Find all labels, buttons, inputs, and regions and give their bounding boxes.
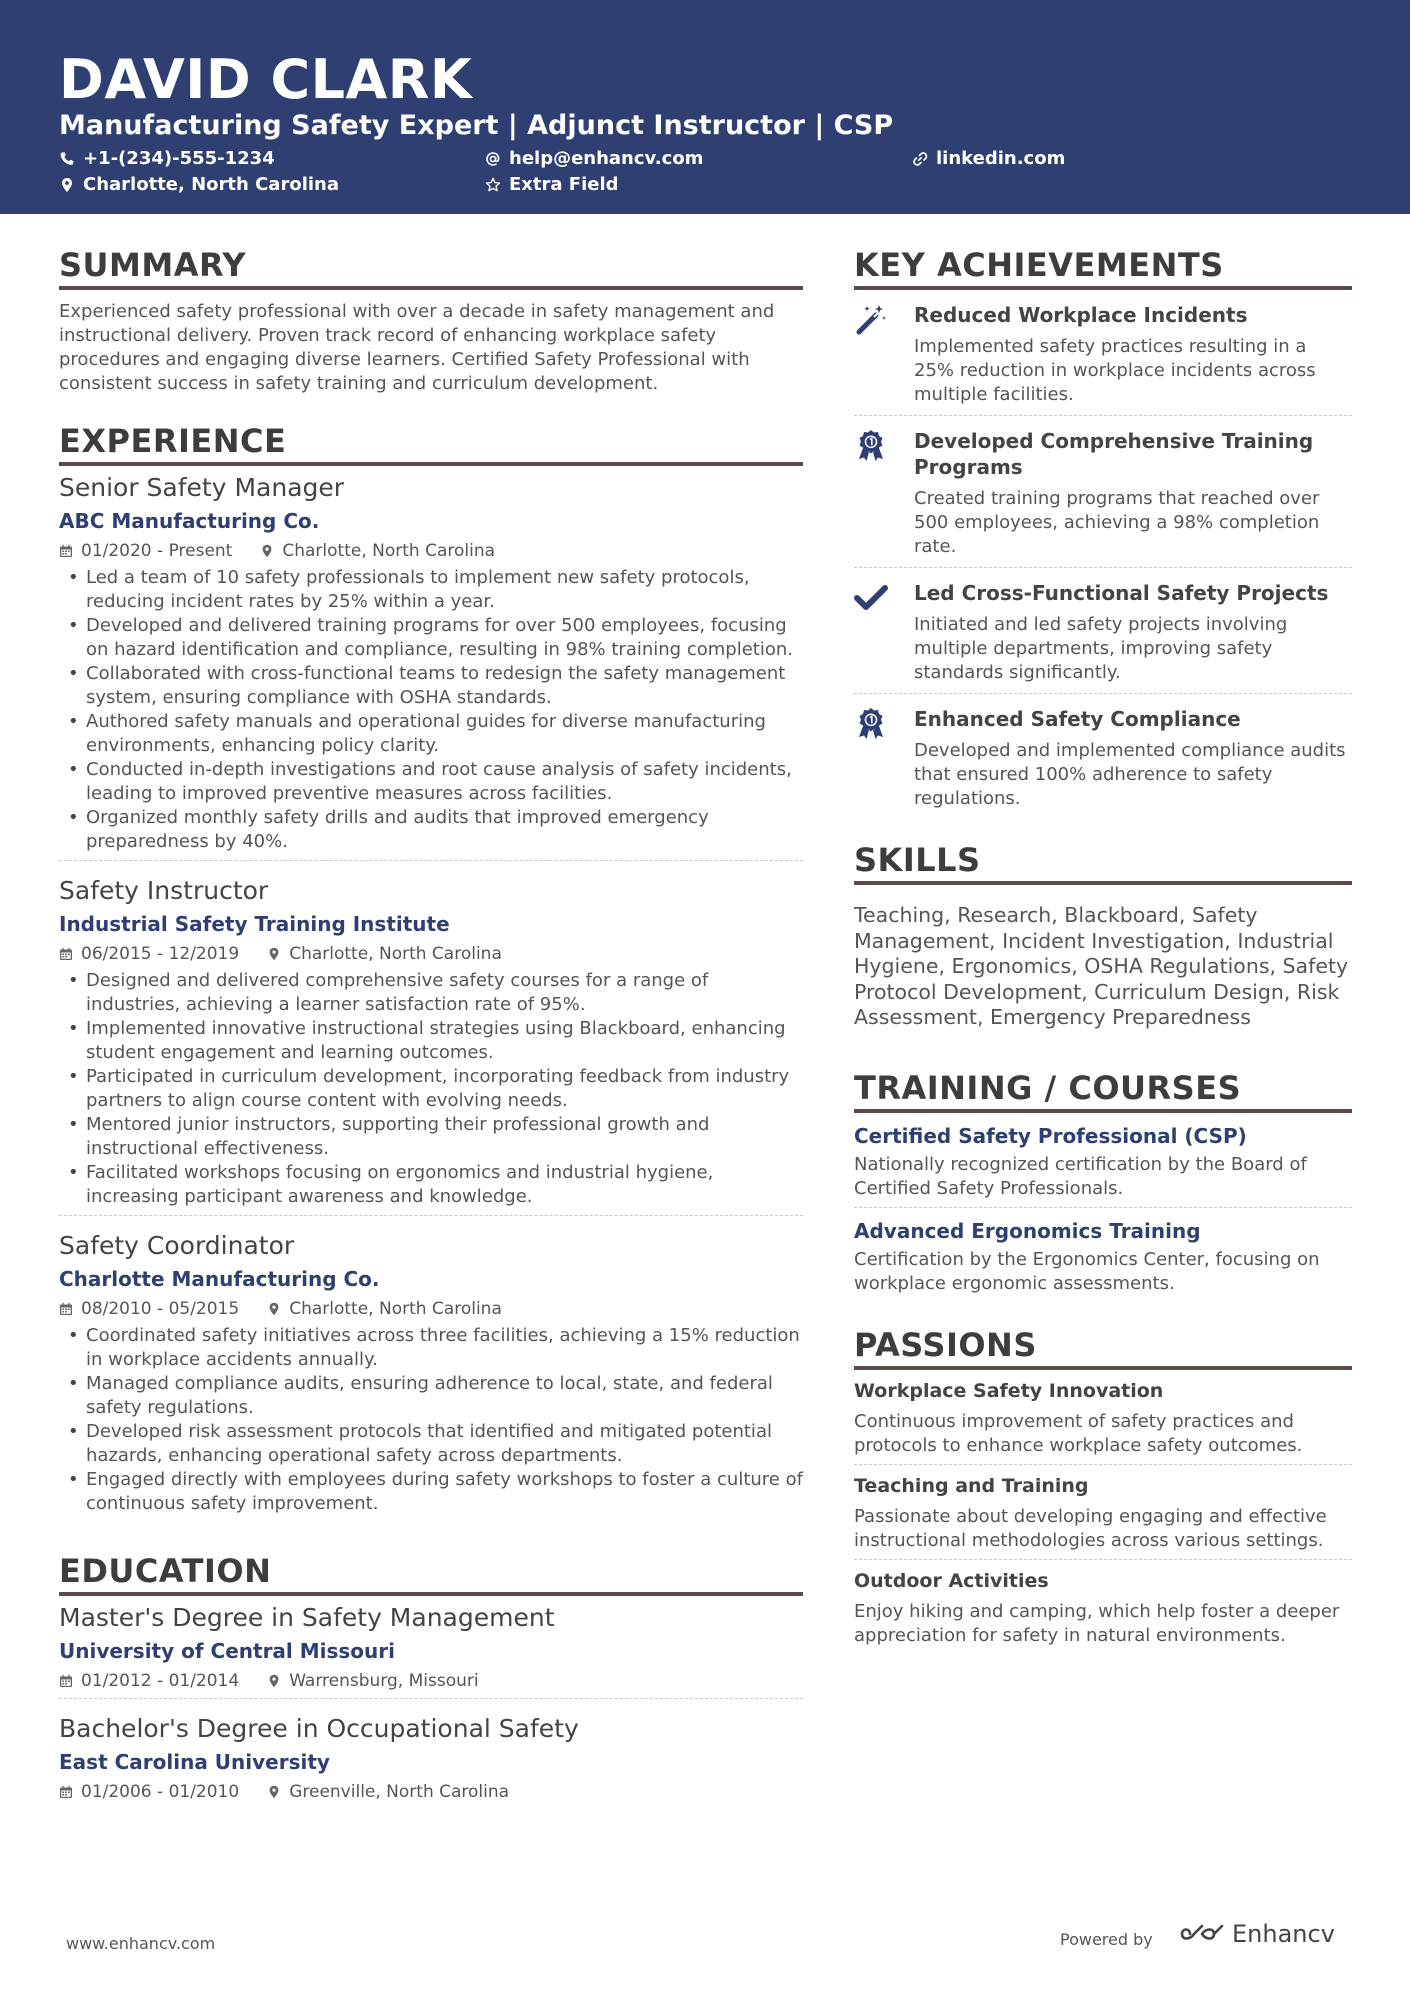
course-list (854, 1113, 1352, 1302)
location-text: Charlotte, North Carolina (282, 541, 496, 561)
candidate-headline: Manufacturing Safety Expert | Adjunct Instructor | CSP (59, 110, 894, 141)
degree-title: Master's Degree in Safety Management (59, 1603, 555, 1632)
section-title: SKILLS (854, 841, 1352, 885)
brand-logo[interactable] (1180, 1920, 1335, 1948)
job-list (59, 472, 803, 1522)
section-title: TRAINING / COURSES (854, 1069, 1352, 1113)
achievement-title: Led Cross-Functional Safety Projects (914, 581, 1329, 605)
section-title: KEY ACHIEVEMENTS (854, 246, 1352, 290)
education-list (59, 1602, 803, 1809)
passion-desc: Enjoy hiking and camping, which help foster a deeper appreciation for safety in natural environments. (854, 1600, 1340, 1646)
course-title: Certified Safety Professional (CSP) (854, 1123, 1247, 1148)
achievement-item (854, 416, 1352, 568)
achievement-desc: Developed and implemented compliance audits that ensured 100% adherence to safety regulations. (914, 740, 1346, 809)
email-text: help@enhancv.com (509, 148, 704, 169)
achievement-item (854, 290, 1352, 416)
resume-header (0, 0, 1410, 214)
job-title: Senior Safety Manager (59, 473, 345, 502)
passions-section (854, 1326, 1352, 1654)
at-icon (485, 151, 501, 167)
bullet-item: • Designed and delivered comprehensive safety courses for a range of industries, achieving a learner satisfaction rate of 95%. (59, 969, 803, 1017)
company-name: Charlotte Manufacturing Co. (59, 1267, 380, 1291)
passion-title: Outdoor Activities (854, 1569, 1049, 1592)
section-title: EXPERIENCE (59, 422, 803, 466)
passion-desc: Passionate about developing engaging and effective instructional methodologies across various settings. (854, 1505, 1327, 1551)
achievement-body (914, 580, 1352, 685)
calendar-icon (59, 1785, 73, 1799)
link-icon (912, 151, 928, 167)
course-desc: Certification by the Ergonomics Center, focusing on workplace ergonomic assessments. (854, 1248, 1320, 1294)
award-ribbon-icon (854, 428, 888, 462)
achievement-title: Developed Comprehensive Training Programs (914, 429, 1314, 479)
bullet-item: • Mentored junior instructors, supporting their professional growth and instructional effectiveness. (59, 1113, 803, 1161)
bullet-item: • Participated in curriculum development, incorporating feedback from industry partners to align course content with evolving needs. (59, 1065, 803, 1113)
calendar-icon (59, 947, 73, 961)
training-section (854, 1069, 1352, 1302)
location-text: Charlotte, North Carolina (289, 944, 502, 964)
achievement-list (854, 290, 1352, 819)
summary-section (59, 246, 803, 396)
achievements-section (854, 246, 1352, 819)
achievement-icon-wrap (854, 428, 914, 559)
skills-text: Teaching, Research, Blackboard, Safety Management, Incident Investigation, Industrial Hygiene, Ergonomics, OSHA Regulations, Safety Protocol Development, Curriculum Design, Risk Assessment, Emergency Preparedness (854, 903, 1349, 1029)
passion-item (854, 1370, 1352, 1465)
candidate-name: DAVID CLARK (59, 48, 473, 111)
meta-row (59, 1670, 803, 1692)
job-entry (59, 860, 803, 1215)
bullet-item: • Led a team of 10 safety professionals to implement new safety protocols, reducing incident rates by 25% within a year. (59, 566, 803, 614)
passion-item (854, 1560, 1352, 1654)
meta-row (59, 943, 803, 965)
linkedin-text: linkedin.com (936, 148, 1066, 169)
course-desc: Nationally recognized certification by the Board of Certified Safety Professionals. (854, 1153, 1307, 1199)
date-text: 08/2010 - 05/2015 (81, 1299, 240, 1319)
achievement-item (854, 568, 1352, 694)
job-title: Safety Instructor (59, 876, 269, 905)
achievement-item (854, 694, 1352, 819)
bullet-item: • Managed compliance audits, ensuring adherence to local, state, and federal safety regulations. (59, 1372, 803, 1420)
achievement-body (914, 428, 1352, 559)
star-icon (485, 177, 501, 193)
bullet-item: • Coordinated safety initiatives across three facilities, achieving a 15% reduction in workplace accidents annually. (59, 1324, 803, 1372)
calendar-icon (59, 1674, 73, 1688)
bullet-list (59, 969, 803, 1209)
course-item (854, 1113, 1352, 1208)
section-title: PASSIONS (854, 1326, 1352, 1370)
contact-email[interactable] (485, 148, 703, 169)
extra-text: Extra Field (509, 174, 619, 195)
date-text: 01/2006 - 01/2010 (81, 1782, 240, 1802)
job-entry (59, 472, 803, 860)
section-title: SUMMARY (59, 246, 803, 290)
date-text: 01/2020 - Present (81, 541, 233, 561)
school-name: East Carolina University (59, 1750, 330, 1774)
bullet-item: • Implemented innovative instructional strategies using Blackboard, enhancing student engagement and learning outcomes. (59, 1017, 803, 1065)
location-item (267, 943, 502, 965)
skills-section (854, 841, 1352, 1031)
phone-text: +1-(234)-555-1234 (83, 148, 275, 169)
passion-title: Teaching and Training (854, 1474, 1089, 1497)
bullet-list (59, 1324, 803, 1516)
meta-row (59, 540, 803, 562)
achievement-title: Enhanced Safety Compliance (914, 707, 1241, 731)
experience-section (59, 422, 803, 1522)
bullet-item: • Authored safety manuals and operational guides for diverse manufacturing environments, enhancing policy clarity. (59, 710, 803, 758)
enhancv-logo-icon (1180, 1922, 1226, 1946)
location-item (267, 1781, 509, 1803)
job-title: Safety Coordinator (59, 1231, 295, 1260)
achievement-desc: Implemented safety practices resulting in a 25% reduction in workplace incidents across multiple facilities. (914, 336, 1316, 405)
education-section (59, 1552, 803, 1809)
section-title: EDUCATION (59, 1552, 803, 1596)
summary-text: Experienced safety professional with over a decade in safety management and instructional delivery. Proven track record of enhancing workplace safety procedures and engaging diverse learners. Certified Safety Professional with consistent success in safety training and curriculum development. (59, 301, 775, 394)
achievement-body (914, 706, 1352, 811)
contact-phone[interactable] (59, 148, 275, 169)
calendar-icon (59, 1302, 73, 1316)
brand-name: Enhancv (1232, 1920, 1335, 1948)
achievement-body (914, 302, 1352, 407)
footer-url[interactable]: www.enhancv.com (66, 1934, 216, 1953)
contact-extra (485, 174, 619, 195)
checkmark-icon (854, 580, 888, 614)
date-item (59, 1781, 239, 1803)
bullet-list (59, 566, 803, 854)
date-item (59, 943, 239, 965)
company-name: ABC Manufacturing Co. (59, 509, 320, 533)
meta-row (59, 1781, 803, 1803)
location-text: Warrensburg, Missouri (289, 1671, 479, 1691)
map-pin-icon (59, 177, 75, 193)
date-item (59, 1298, 239, 1320)
phone-icon (59, 151, 75, 167)
job-entry (59, 1215, 803, 1522)
location-text: Charlotte, North Carolina (289, 1299, 502, 1319)
school-name: University of Central Missouri (59, 1639, 396, 1663)
passion-title: Workplace Safety Innovation (854, 1379, 1164, 1402)
bullet-item: • Organized monthly safety drills and audits that improved emergency preparedness by 40%. (59, 806, 803, 854)
achievement-icon-wrap (854, 302, 914, 407)
magic-wand-icon (854, 302, 888, 336)
calendar-icon (59, 544, 73, 558)
bullet-item: • Conducted in-depth investigations and root cause analysis of safety incidents, leading to improved preventive measures across facilities. (59, 758, 803, 806)
passion-desc: Continuous improvement of safety practices and protocols to enhance workplace safety outcomes. (854, 1410, 1303, 1456)
map-pin-icon (260, 544, 274, 558)
contact-location (59, 174, 339, 195)
powered-by-label: Powered by (1060, 1930, 1153, 1949)
achievement-icon-wrap (854, 580, 914, 685)
contact-linkedin[interactable] (912, 148, 1065, 169)
map-pin-icon (267, 1785, 281, 1799)
education-entry (59, 1698, 803, 1809)
right-column (854, 246, 1352, 1680)
bullet-item: • Developed and delivered training programs for over 500 employees, focusing on hazard identification and compliance, resulting in 98% training completion. (59, 614, 803, 662)
bullet-item: • Facilitated workshops focusing on ergonomics and industrial hygiene, increasing participant awareness and knowledge. (59, 1161, 803, 1209)
education-entry (59, 1602, 803, 1698)
passion-list (854, 1370, 1352, 1654)
location-item (260, 540, 495, 562)
date-item (59, 1670, 239, 1692)
meta-row (59, 1298, 803, 1320)
bullet-item: • Developed risk assessment protocols that identified and mitigated potential hazards, enhancing operational safety across departments. (59, 1420, 803, 1468)
date-text: 06/2015 - 12/2019 (81, 944, 240, 964)
date-item (59, 540, 232, 562)
location-text: Charlotte, North Carolina (83, 174, 339, 195)
bullet-item: • Collaborated with cross-functional teams to redesign the safety management system, ensuring compliance with OSHA standards. (59, 662, 803, 710)
map-pin-icon (267, 1302, 281, 1316)
location-item (267, 1298, 502, 1320)
award-ribbon-icon (854, 706, 888, 740)
course-item (854, 1208, 1352, 1302)
achievement-title: Reduced Workplace Incidents (914, 303, 1248, 327)
company-name: Industrial Safety Training Institute (59, 912, 450, 936)
degree-title: Bachelor's Degree in Occupational Safety (59, 1714, 579, 1743)
map-pin-icon (267, 1674, 281, 1688)
achievement-icon-wrap (854, 706, 914, 811)
achievement-desc: Created training programs that reached over 500 employees, achieving a 98% completion rate. (914, 488, 1320, 557)
passion-item (854, 1465, 1352, 1560)
bullet-item: • Engaged directly with employees during safety workshops to foster a culture of continuous safety improvement. (59, 1468, 803, 1516)
left-column (59, 246, 803, 1835)
achievement-desc: Initiated and led safety projects involving multiple departments, improving safety standards significantly. (914, 614, 1288, 683)
course-title: Advanced Ergonomics Training (854, 1218, 1201, 1243)
location-item (267, 1670, 478, 1692)
map-pin-icon (267, 947, 281, 961)
location-text: Greenville, North Carolina (289, 1782, 510, 1802)
date-text: 01/2012 - 01/2014 (81, 1671, 240, 1691)
